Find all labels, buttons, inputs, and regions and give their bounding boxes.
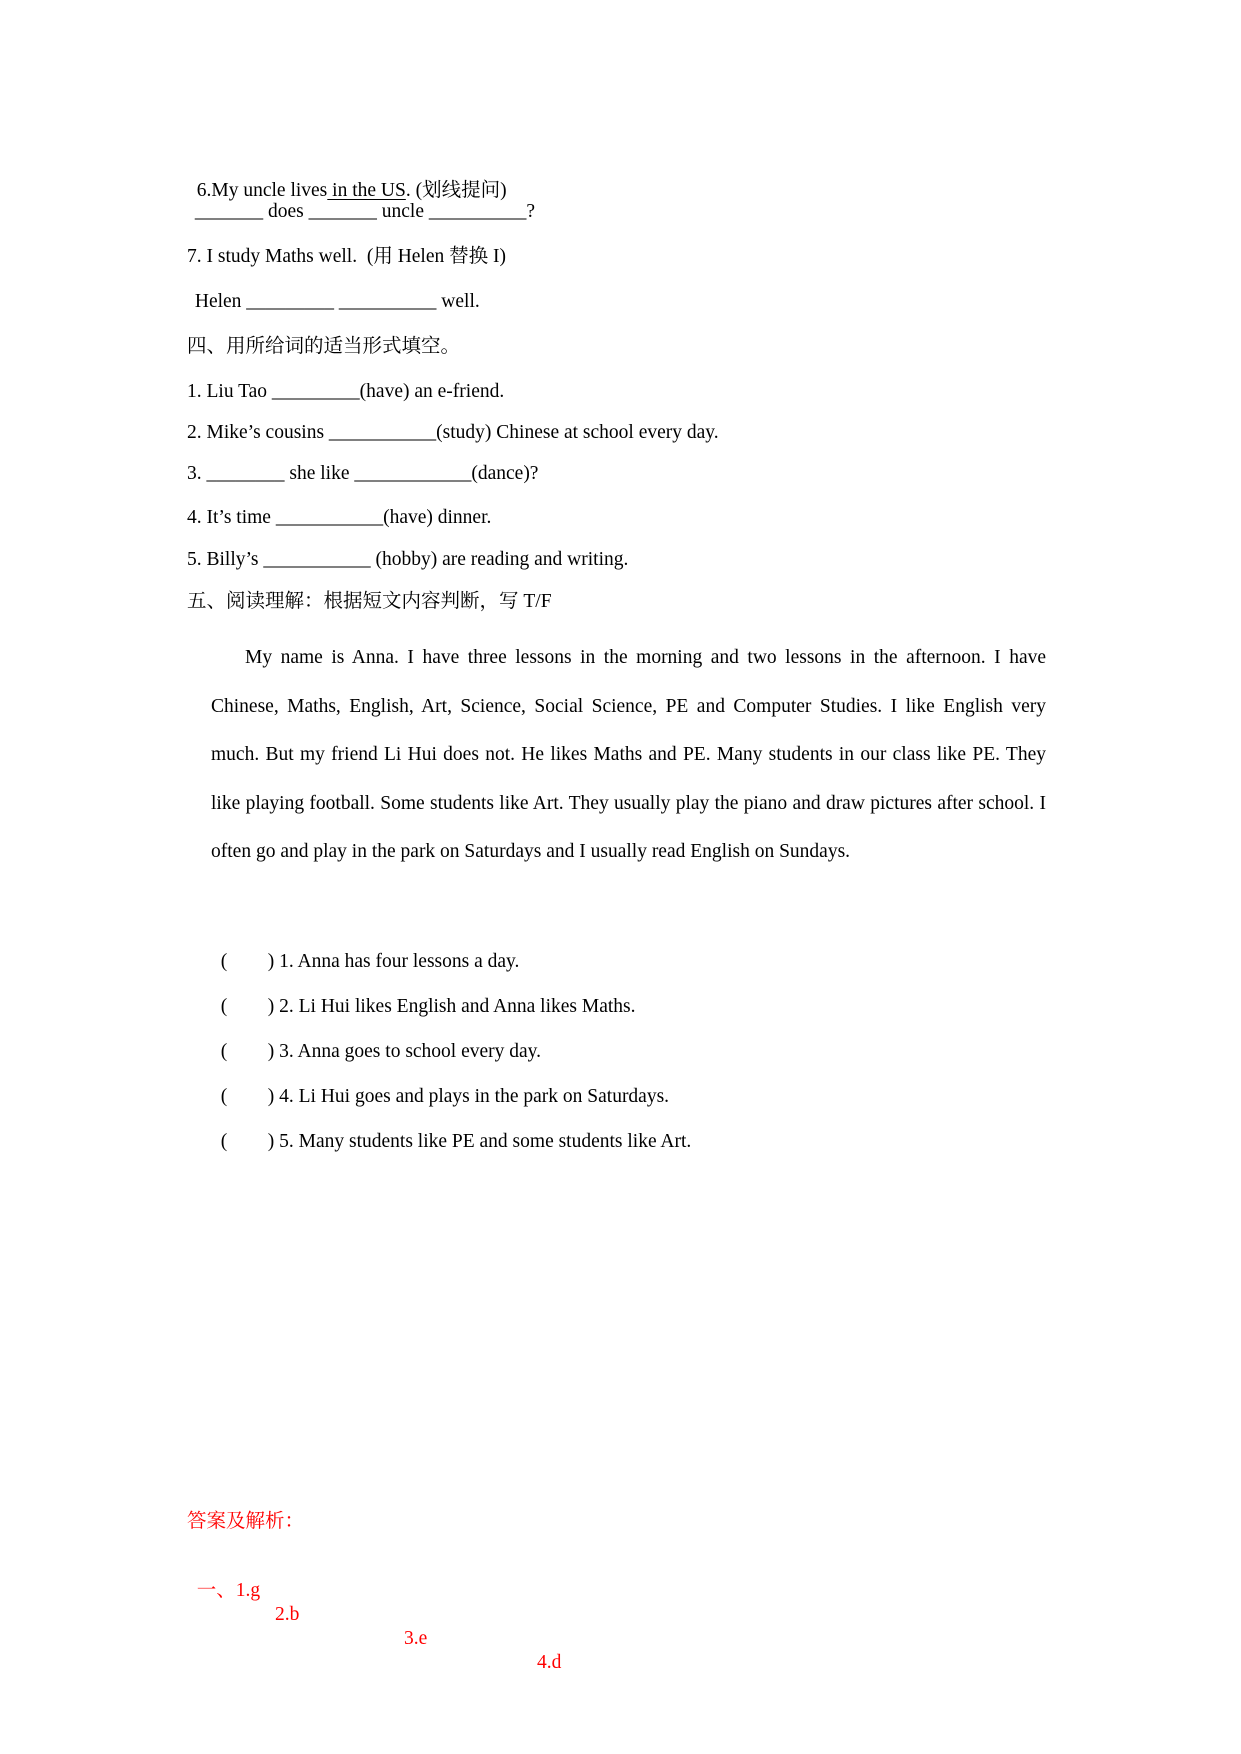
tf-statement-1	[211, 926, 519, 974]
section-4-item-1[interactable]: 1. Liu Tao _________(have) an e-friend.	[187, 381, 505, 402]
tf-statement-4	[211, 1061, 669, 1109]
question-7-answer-line[interactable]: Helen _________ __________ well.	[190, 291, 480, 312]
tf-statement-3	[211, 1016, 541, 1064]
section-4-item-3[interactable]: 3. ________ she like ____________(dance)?	[187, 463, 539, 484]
section-4-item-4[interactable]: 4. It’s time ___________(have) dinner.	[187, 507, 492, 528]
tf-statement-text: ) 4. Li Hui goes and plays in the park on Saturdays.	[267, 1086, 670, 1107]
answer-bracket[interactable]: (	[220, 1131, 228, 1152]
section-4-item-2[interactable]: 2. Mike’s cousins ___________(study) Chinese at school every day.	[187, 422, 719, 443]
answer-item-2: 2.b	[275, 1604, 300, 1625]
question-6-prefix: 6.My uncle lives	[196, 180, 328, 201]
answer-bracket[interactable]: (	[220, 1041, 228, 1062]
answers-heading: 答案及解析：	[187, 1511, 305, 1532]
answer-bracket[interactable]: (	[220, 1086, 228, 1107]
answers-section-label: 一、	[196, 1580, 236, 1601]
tf-statement-2	[211, 971, 636, 1019]
answer-bracket[interactable]: (	[220, 951, 228, 972]
answers-row	[187, 1555, 787, 1675]
question-6-answer-line[interactable]: _______ does _______ uncle __________?	[190, 201, 536, 222]
question-6-suffix: . (划线提问)	[405, 180, 507, 201]
answer-item-4: 4.d	[537, 1652, 562, 1673]
tf-statement-5	[211, 1106, 691, 1154]
question-6	[187, 155, 507, 203]
section-4-item-5[interactable]: 5. Billy’s ___________ (hobby) are reading and writing.	[187, 549, 629, 570]
answer-bracket[interactable]: (	[220, 996, 228, 1017]
answer-item-1: 1.g	[235, 1580, 261, 1601]
answer-item-3: 3.e	[404, 1628, 428, 1649]
tf-statement-text: ) 5. Many students like PE and some students like Art.	[267, 1131, 692, 1152]
question-6-underlined: in the US	[327, 180, 406, 201]
tf-statement-text: ) 1. Anna has four lessons a day.	[267, 951, 520, 972]
question-7: 7. I study Maths well. (用 Helen 替换 I)	[187, 246, 506, 267]
section-4-heading: 四、用所给词的适当形式填空。	[187, 336, 461, 357]
tf-statement-text: ) 2. Li Hui likes English and Anna likes Maths.	[267, 996, 636, 1017]
section-5-heading: 五、阅读理解：根据短文内容判断，写 T/F	[187, 591, 552, 612]
tf-statement-text: ) 3. Anna goes to school every day.	[267, 1041, 542, 1062]
reading-passage: My name is Anna. I have three lessons in the morning and two lessons in the afternoon. I have Chinese, Maths, English, Art, Science, Social Science, PE and Computer Studies. I like English very much. But my friend Li Hui does not. He likes Maths and PE. Many students in our class like PE. They like playing football. Some students like Art. They usually play the piano and draw pictures after school. I often go and play in the park on Saturdays and I usually read English on Sundays.	[211, 647, 1046, 862]
